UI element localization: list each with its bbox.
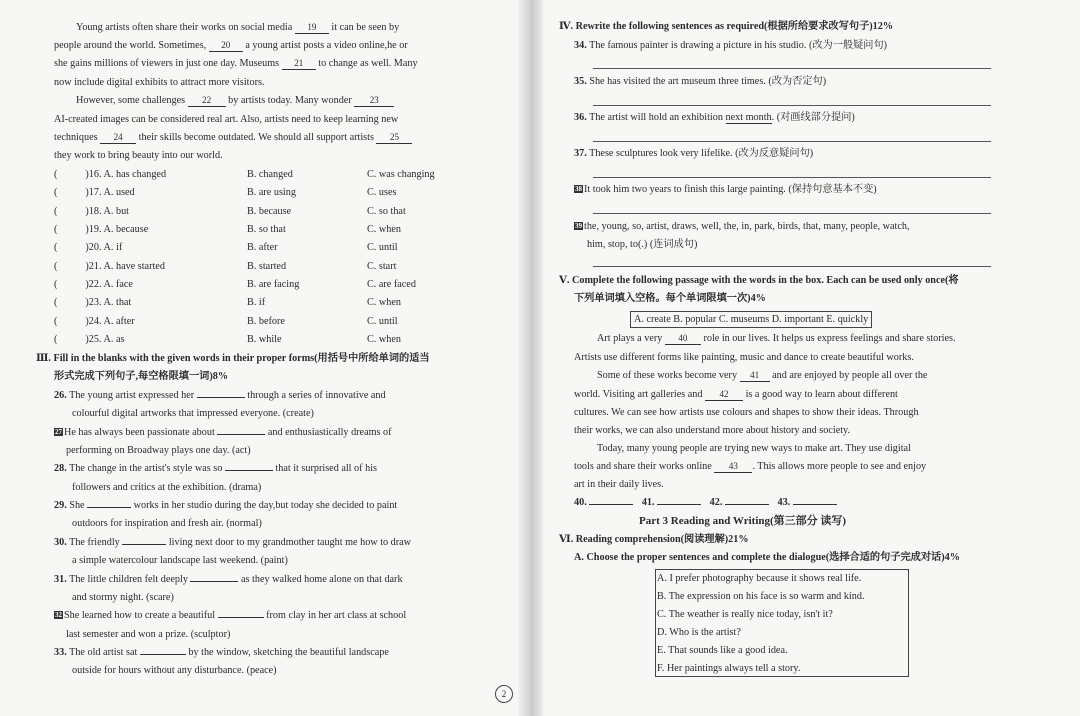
q32-cont: last semester and won a prize. (sculptor) (66, 629, 231, 640)
q29-cont: outdoors for inspiration and fresh air. (normal) (72, 518, 262, 529)
blank-25[interactable]: 25 (376, 132, 412, 144)
mc-option-b[interactable]: B. are using (247, 187, 296, 198)
passage-line: tools and share their works online 43 . This allows more people to see and enjoy (574, 461, 927, 472)
word-box: A. create B. popular C. museums D. important E. quickly (630, 311, 872, 328)
answer-line[interactable] (593, 105, 991, 106)
left-page (0, 0, 518, 716)
mc-row[interactable]: ( )21. A. have started (54, 261, 165, 272)
mc-option-b[interactable]: B. changed (247, 169, 293, 180)
blank-20[interactable]: 20 (209, 40, 243, 52)
page-number: 2 (495, 685, 513, 703)
answer-blank[interactable] (225, 470, 273, 471)
answer-41[interactable] (657, 504, 701, 505)
blank-43[interactable]: 43 (714, 461, 752, 473)
mc-option-c[interactable]: C. until (367, 316, 398, 327)
q26: 26. The young artist expressed her through a series of innovative and (54, 390, 386, 401)
passage-line: their works, we can also understand more about history and society. (574, 425, 851, 436)
q31-cont: and stormy night. (scare) (72, 592, 174, 603)
mc-row[interactable]: ( )25. A. as (54, 334, 125, 345)
section-6-title: Ⅵ. Reading comprehension(阅读理解)21% (559, 534, 749, 545)
answer-blank[interactable] (122, 544, 166, 545)
mc-row[interactable]: ( )24. A. after (54, 316, 135, 327)
mc-option-b[interactable]: B. are facing (247, 279, 300, 290)
section-3-title: Ⅲ. Fill in the blanks with the given words in their proper forms(用括号中所给单词的适当 (36, 353, 430, 364)
section-5-title: Ⅴ. Complete the following passage with the words in the box. Each can be used only once(将 (559, 275, 959, 286)
passage-line: Artists use different forms like painting, music and dance to create beautiful works. (574, 352, 914, 363)
mc-option-c[interactable]: C. when (367, 224, 401, 235)
answer-40[interactable] (589, 504, 633, 505)
q27: 27 He has always been passionate about and enthusiastically dreams of (55, 427, 392, 438)
q35: 35. She has visited the art museum three times. (改为否定句) (574, 76, 827, 87)
passage-line: Some of these works become very 41 and are enjoyed by people all over the (597, 370, 928, 381)
right-page (543, 0, 1080, 716)
answer-line[interactable] (593, 141, 991, 142)
mc-row[interactable]: ( )20. A. if (54, 242, 123, 253)
q26-cont: colourful digital artworks that impressed everyone. (create) (72, 408, 314, 419)
answer-43[interactable] (793, 504, 837, 505)
book-gutter (518, 0, 543, 716)
q34: 34. The famous painter is drawing a picture in his studio. (改为一般疑问句) (574, 40, 888, 51)
q39-cont: him, stop, to(.) (连词成句) (587, 239, 698, 250)
blank-21[interactable]: 21 (282, 58, 316, 70)
passage-line: Art plays a very 40 role in our lives. It helps us express feelings and share stories. (597, 333, 956, 344)
passage-line: However, some challenges 22 by artists today. Many wonder 23 (76, 94, 394, 107)
option-b: B. The expression on his face is so warm and kind. (657, 591, 865, 602)
mc-option-b[interactable]: B. if (247, 297, 266, 308)
mc-option-c[interactable]: C. are faced (367, 279, 416, 290)
passage-line: AI-created images can be considered real art. Also, artists need to keep learning new (54, 114, 399, 125)
q32: 32 She learned how to create a beautiful from clay in her art class at school (55, 610, 407, 621)
passage-line: people around the world. Sometimes, 20 a young artist posts a video online,he or (54, 40, 408, 51)
mc-option-b[interactable]: B. because (247, 206, 292, 217)
blank-22[interactable]: 22 (188, 95, 226, 107)
blank-40[interactable]: 40 (665, 333, 701, 345)
option-e: E. That sounds like a good idea. (657, 645, 788, 656)
mc-option-c[interactable]: C. was changing (367, 169, 435, 180)
answer-blank[interactable] (197, 397, 245, 398)
answer-line[interactable] (593, 177, 991, 178)
answer-line[interactable] (593, 68, 991, 69)
answer-blank[interactable] (140, 654, 186, 655)
q28: 28. The change in the artist's style was so that it surprised all of his (54, 463, 377, 474)
mc-row[interactable]: ( )19. A. because (54, 224, 149, 235)
blank-24[interactable]: 24 (100, 132, 136, 144)
blank-23[interactable]: 23 (354, 95, 394, 107)
q37: 37. These sculptures look very lifelike. (改为反意疑问句) (574, 148, 814, 159)
blank-19[interactable]: 19 (295, 22, 329, 34)
mc-row[interactable]: ( )23. A. that (54, 297, 132, 308)
q36: 36. The artist will hold an exhibition next month. (对画线部分提问) (574, 112, 855, 123)
q29: 29. She works in her studio during the day,but today she decided to paint (54, 500, 398, 511)
q27-cont: performing on Broadway plays one day. (act) (66, 445, 251, 456)
passage-line: Young artists often share their works on social media 19 it can be seen by (76, 22, 400, 33)
passage-line: Today, many young people are trying new ways to make art. They use digital (597, 443, 911, 454)
passage-line: now include digital exhibits to attract more visitors. (54, 77, 265, 88)
passage-line: world. Visiting art galleries and 42 is a good way to learn about different (574, 389, 898, 400)
passage-line: cultures. We can see how artists use colours and shapes to show their ideas. Through (574, 407, 919, 418)
mc-option-b[interactable]: B. while (247, 334, 282, 345)
q30-cont: a simple watercolour landscape last weekend. (paint) (72, 555, 288, 566)
q31: 31. The little children felt deeply as they walked home alone on that dark (54, 574, 403, 585)
passage-line: techniques 24 their skills become outdated. We should all support artists 25 (54, 131, 412, 144)
q39: 39 the, young, so, artist, draws, well, the, in, park, birds, that, many, people, watch, (575, 221, 910, 232)
section-6a-title: A. Choose the proper sentences and complete the dialogue(选择合适的句子完成对话)4% (574, 552, 960, 563)
passage-line: she gains millions of viewers in just one day. Museums 21 to change as well. Many (54, 58, 418, 69)
mc-option-c[interactable]: C. uses (367, 187, 397, 198)
mc-option-c[interactable]: C. until (367, 242, 398, 253)
mc-option-c[interactable]: C. so that (367, 206, 406, 217)
mc-option-c[interactable]: C. when (367, 334, 401, 345)
answer-42[interactable] (725, 504, 769, 505)
mc-option-b[interactable]: B. after (247, 242, 278, 253)
mc-row[interactable]: ( )22. A. face (54, 279, 133, 290)
answer-line[interactable] (593, 213, 991, 214)
answer-blank[interactable] (217, 434, 265, 435)
q30: 30. The friendly living next door to my grandmother taught me how to draw (54, 537, 412, 548)
answer-blank[interactable] (190, 581, 238, 582)
blank-41[interactable]: 41 (740, 370, 770, 382)
mc-row[interactable]: ( )17. A. used (54, 187, 135, 198)
q33: 33. The old artist sat by the window, sketching the beautiful landscape (54, 647, 389, 658)
answer-line[interactable] (593, 266, 991, 267)
passage-line: they work to bring beauty into our world. (54, 150, 223, 161)
passage-line: art in their daily lives. (574, 479, 664, 490)
blank-42[interactable]: 42 (705, 389, 743, 401)
mc-row[interactable]: ( )18. A. but (54, 206, 129, 217)
section-3-title-cont: 形式完成下列句子,每空格限填一词)8% (54, 371, 229, 382)
option-f: F. Her paintings always tell a story. (657, 663, 801, 674)
mc-option-b[interactable]: B. so that (247, 224, 286, 235)
mc-option-b[interactable]: B. started (247, 261, 287, 272)
mc-option-c[interactable]: C. start (367, 261, 397, 272)
part-3-title: Part 3 Reading and Writing(第三部分 读写) (639, 515, 847, 527)
section-4-title: Ⅳ. Rewrite the following sentences as required(根据所给要求改写句子)12% (559, 21, 894, 32)
answer-row: 40. 41. 42. 43. (574, 496, 837, 509)
answer-blank[interactable] (87, 507, 131, 508)
q33-cont: outside for hours without any disturbance. (peace) (72, 665, 277, 676)
mc-option-b[interactable]: B. before (247, 316, 285, 327)
option-d: D. Who is the artist? (657, 627, 741, 638)
option-c: C. The weather is really nice today, isn't it? (657, 609, 833, 620)
mc-row[interactable]: ( )16. A. has changed (54, 169, 167, 180)
option-a: A. I prefer photography because it shows real life. (657, 573, 862, 584)
options-box (655, 569, 909, 677)
mc-option-c[interactable]: C. when (367, 297, 401, 308)
underlined-phrase: next month (725, 112, 772, 123)
q38: 38 It took him two years to finish this large painting. (保持句意基本不变) (575, 184, 877, 195)
q28-cont: followers and critics at the exhibition. (drama) (72, 482, 262, 493)
section-5-title-cont: 下列单词填入空格。每个单词限填一次)4% (574, 293, 766, 304)
answer-blank[interactable] (218, 617, 264, 618)
